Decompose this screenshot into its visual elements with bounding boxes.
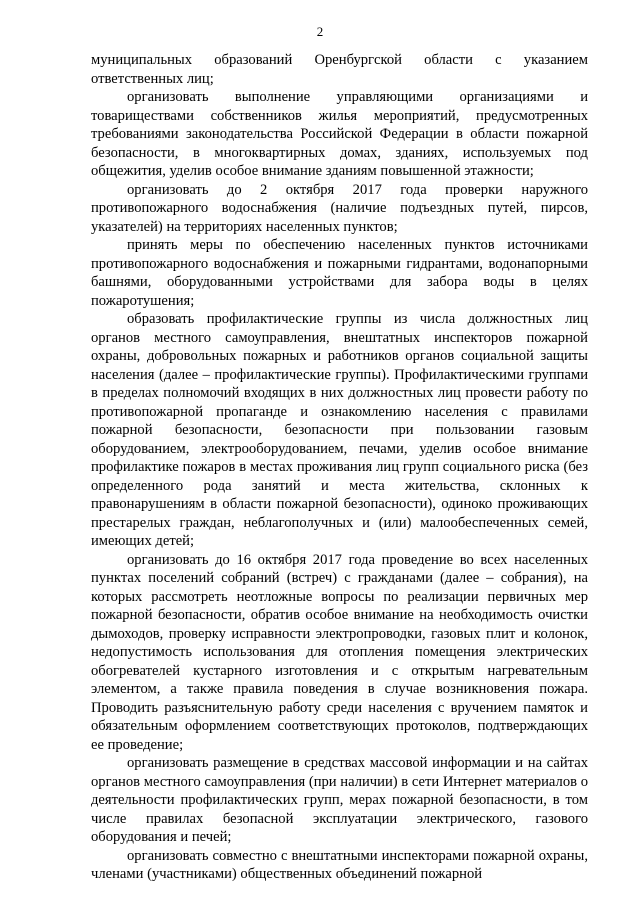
paragraph-media-publication: организовать размещение в средствах массовой информации и на сайтах органов местного самоуправления (при наличии) в сети Интернет материалов о деятельности профилактических групп, мерах пожарной безопасности, в том числе правилах безопасной эксплуатации электрического, газового оборудования и печей;: [91, 755, 588, 845]
paragraph-joint-organization: организовать совместно с внештатными инспекторами пожарной охраны, членами (участниками) общественных объединений пожарной: [91, 847, 588, 882]
document-body: [91, 51, 588, 884]
paragraph-citizen-meetings: организовать до 16 октября 2017 года проведение во всех населенных пунктах поселений собраний (встреч) с гражданами (далее – собрания), на которых рассмотреть неотложные вопросы по реализации первичных мер пожарной безопасности, обратив особое внимание на необходимость очистки дымоходов, проверку исправности электропроводки, газовых плит и колонок, недопустимость использования для отопления помещения электрических обогревателей кустарного изготовления и с открытым нагревательным элементом, а также правила поведения в случае возникновения пожара. Проводить разъяснительную работу среди населения с вручением памяток и обязательным оформлением соответствующих протоколов, подтверждающих ее проведение;: [91, 551, 588, 753]
paragraph-management-organizations: организовать выполнение управляющими организациями и товариществами собственников жилья мероприятий, предусмотренных требованиями законодательства Российской Федерации в области пожарной безопасности, в многоквартирных домах, зданиях, используемых под общежития, уделив особое внимание зданиям повышенной этажности;: [91, 89, 588, 179]
paragraph-municipal-continuation: муниципальных образований Оренбургской области с указанием ответственных лиц;: [91, 52, 588, 87]
paragraph-prevention-groups: образовать профилактические группы из числа должностных лиц органов местного самоуправления, внештатных инспекторов пожарной охраны, добровольных пожарных и работников органов социальной защиты населения (далее – профилактические группы). Профилактическими группами в пределах полномочий входящих в них должностных лиц провести работу по противопожарной пропаганде и ознакомлению населения с правилами пожарной безопасности, безопасности при пользовании газовым оборудованием, электрооборудованием, печами, уделив особое внимание профилактике пожаров в местах проживания лиц групп социального риска (без определенного рода занятий и места жительства, склонных к правонарушениям в области пожарной безопасности), одиноко проживающих престарелых граждан, неблагополучных и (или) малообеспеченных семей, имеющих детей;: [91, 311, 588, 549]
paragraph-water-supply-inspection: организовать до 2 октября 2017 года проверки наружного противопожарного водоснабжения (наличие подъездных путей, пирсов, указателей) на территориях населенных пунктов;: [91, 181, 588, 235]
paragraph-water-sources: принять меры по обеспечению населенных пунктов источниками противопожарного водоснабжения и пожарными гидрантами, водонапорными башнями, оборудованными устройствами для забора воды в целях пожаротушения;: [91, 237, 588, 309]
page-number: 2: [316, 24, 324, 39]
